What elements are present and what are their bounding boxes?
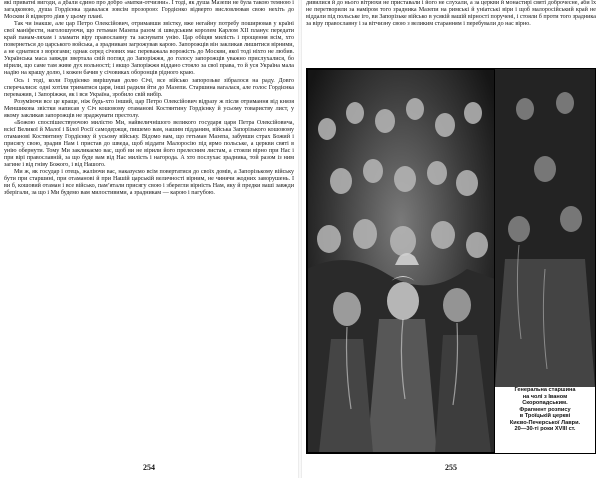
paragraph: Так чи інакше, але цар Петро Олексійович, отримавши звістку, вже негайну потребу поширював у країні свої маніфести, наголошуючи, що гетьман Мазепа разом зі шведським королем Карлом XII планує передати край панам-ляхам і зламати віру православну та заснувати унію. Цар обіцяв милість і прощення всім, хто повернеться до царського войська, а зрадникам загрожував карою. Запорожців він закликав лишитися вірними, а не єднатися з ворогами; однак серед січових мас переважала ворожість до Москви, якої тоді ніхто не любив. Українська маса завжди звертала свій погляд до Запоріжжя, до голосу запорожців уважно прислухалися, бо вірили, що саме там живе дух вольності; і якщо Запоріжжя віддано стояло за свої права, то й уся Україна мала надію на кращу долю, і кожен бачив у січовиках оборонців рідного краю. bbox=[4, 21, 294, 77]
paragraph: дивилися й до нього вітрюхи не приставали і його не слухали, а за церкви й монастирі святі доброчесне, аби їх не перетворили за наміром того зрадника Мазепи на римські й уніатські віри і щоб малоросійський край не віддали під польське іго, ви Запорізьке військо в усякій вашій вірності поручені, і стояли б проти того зрадника за віру православну і за вітчизну свою з великим старанням і перебували до нас вірно. bbox=[306, 0, 596, 28]
caption-line: в Троїцькій церкві bbox=[519, 413, 571, 419]
fresco-painting-image bbox=[307, 69, 495, 453]
right-page-text bbox=[306, 0, 596, 60]
caption-line: 20—30-ті роки XVIII ст. bbox=[514, 426, 576, 432]
right-page bbox=[306, 0, 596, 478]
paragraph: Розуміючи все це краще, ніж будь-хто інший, цар Петро Олексійович відразу ж після отримання від князя Меншикова звістки написав у Січ кошовому отаманові Костянтину Гордієнку й усьому товариству лист, у якому закликав запорожців не зраджувати престолу. bbox=[4, 98, 294, 119]
paragraph: Ми ж, як государ і отець, жаліючи вас, наказуємо всім повертатися до своїх домів, а Запорізькому війську бути при старшині, при отаманові й при Нашій царській величності вірним, не чинячи жодних заворушень. І ви б, кошовий отаман і все військо, памʼятали присягу свою і зберегли вірність Нам, яку й предки ваші завжди зберігали, за що і Ми будемо вам милостивими, а зрадникам — карою і пагубою. bbox=[4, 169, 294, 197]
caption-line: Києво-Печерської Лаври. bbox=[509, 419, 581, 426]
fresco-painting-right-part bbox=[495, 69, 595, 387]
page-number-left: 254 bbox=[143, 463, 155, 472]
figure-caption bbox=[495, 387, 595, 453]
paragraph: «Божою споспішествуючою милістю Ми, найвеличнішого великого государя царя Петра Олексійовича, всієї Великої й Малої і Білої Росії самодержця, пишемо вам, нашим підданим, війська Запорізького кошовому отаманові Костянтину Гордієнку й усьому війську. Відомо вам, що гетьман Мазепа, забувши страх Божий і присягу свою, зрадив Нам і пристав до шведа, щоб віддати Малоросію під ярмо польське, а церкви святі в унію обернути. Тому Ми закликаємо вас, щоб ви не вірили його прелесним листам, а стояли вірно при Нас і при вірі православній, за що буде вам від Нас милість і нагорода. А хто послухає зрадника, той разом із ним загине і від гніву Божого, і від Нашого. bbox=[4, 119, 294, 169]
paragraph: Ось і тоді, коли Гордієнко вирішував долю Січі, все військо запорозьке зібралося на раду. Довго сперечалися: одні хотіли триматися царя, інші радили йти до Мазепи. Старшина вагалася, але голос Гордієнка переважив, і Запоріжжя, як і вся Україна, зробило свій вибір. bbox=[4, 77, 294, 98]
book-gutter bbox=[298, 0, 302, 478]
paragraph: які приватні вигоди, а дбали єдино про добро «матки-отчизни». І тоді, як душа Мазепи не була такою темною і загадковою, душа Гордієнка здавалася зовсім прозорою: Гордієнко відверто висловлював свою нехіть до Москви й відверто діяв у цьому плані. bbox=[4, 0, 294, 21]
caption-line: на чолі з Іваном bbox=[522, 393, 568, 400]
caption-line: Фрагмент розпису bbox=[519, 406, 571, 413]
caption-line: Скоропадським. bbox=[522, 400, 568, 406]
left-page-text bbox=[4, 0, 294, 197]
left-page bbox=[4, 0, 294, 478]
caption-line: Генеральна старшина bbox=[514, 387, 576, 393]
fresco-figure bbox=[306, 68, 596, 454]
page-number-right: 255 bbox=[445, 463, 457, 472]
